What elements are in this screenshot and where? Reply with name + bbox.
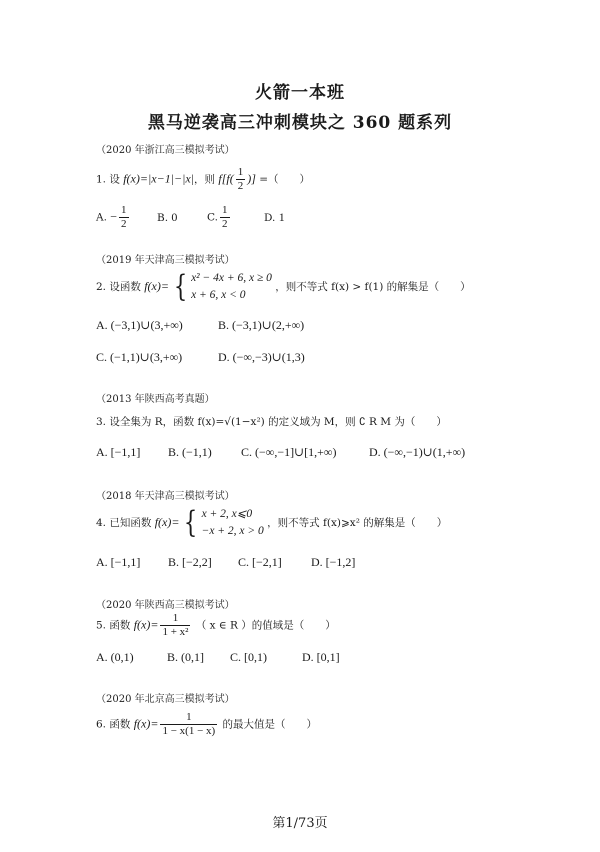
question-2-prefix: 设函数 [109,281,141,293]
question-5-function: f(x)= [133,617,159,632]
option-label: C. [207,211,218,224]
option-value: (−3,1)∪(3,+∞) [110,318,183,332]
option-label: C. [230,650,242,664]
option-label: A. [96,555,108,569]
question-3-option-c [241,445,336,460]
left-brace-icon: { [184,505,198,540]
question-6-suffix: 的最大值是（ ） [222,718,318,731]
option-label: B. [167,650,179,664]
question-2-option-b [218,318,304,333]
title-line-2: 黑马逆袭高三冲刺模块之 360 题系列 [147,113,453,133]
question-4-option-a [96,555,140,570]
question-2-suffix: ，则不等式 f(x) > f(1) 的解集是（ ） [275,281,471,293]
question-3-body: 设全集为 R，函数 f(x)=√(1−x²) 的定义域为 M，则 ∁ R M 为（ ） [109,416,447,428]
question-5-option-a [96,650,134,665]
fraction-denominator: 2 [237,180,244,192]
option-value: (0,1) [110,650,134,664]
question-6-source: （2020 年北京高三模拟考试） [96,694,235,705]
question-1-middle: ，则 [194,173,216,186]
question-1-number: 1. [96,173,107,186]
option-label: B. [218,318,230,332]
question-6-number: 6. [96,718,107,731]
question-2-source: （2019 年天津高三模拟考试） [96,255,235,266]
case-2: −x + 2, x > 0 [201,525,264,537]
question-4-prefix: 已知函数 [109,517,152,529]
case-1: x + 2, x⩽0 [201,508,253,520]
question-5-option-c [230,650,267,665]
option-value: (−1,1)∪(3,+∞) [110,350,183,364]
question-5-fraction [160,612,190,639]
option-label: B. [168,555,180,569]
fraction-numerator: 1 [222,204,228,216]
title-line-1: 火箭一本班 [255,83,345,103]
question-1-option-a [96,204,131,231]
option-value: [0,1) [244,650,268,664]
question-4-text [96,506,447,540]
question-1-fraction [236,166,246,193]
case-1: x² − 4x + 6, x ≥ 0 [191,272,272,284]
question-1-option-c [207,204,232,231]
question-5-number: 5. [96,619,107,632]
question-1-text [96,166,310,193]
question-5-option-b [167,650,204,665]
option-label: A. [96,445,108,459]
fraction-denominator: 1 − x(1 − x) [162,725,216,737]
question-5-prefix: 函数 [109,619,131,632]
option-value: [−1,1] [110,555,141,569]
option-value: (−∞,−1)∪(1,+∞) [383,445,466,459]
question-3-source: （2013 年陕西高考真题） [96,394,215,405]
question-3-option-d [369,445,465,460]
question-1-function: f(x)=|x−1|−|x| [123,171,195,186]
option-label: C. [96,350,108,364]
question-3-text [96,414,447,429]
fraction-numerator: 1 [160,612,190,626]
question-4-number: 4. [96,517,107,529]
question-2-number: 2. [96,281,107,293]
option-label: D. [218,350,230,364]
option-label: C. [241,445,253,459]
fraction-denominator: 2 [121,218,127,230]
fraction-denominator: 2 [222,218,228,230]
question-4-suffix: ，则不等式 f(x)⩾x² 的解集是（ ） [267,517,448,529]
option-value: (−3,1)∪(2,+∞) [232,318,305,332]
option-value: 0 [171,210,178,224]
question-2-function: f(x)= [144,279,169,293]
option-sign: − [110,209,118,224]
option-value: [−1,2] [325,555,356,569]
question-1-source: （2020 年浙江高三模拟考试） [96,145,235,156]
question-4-cases [202,506,264,540]
option-label: D. [302,650,314,664]
question-6-prefix: 函数 [109,718,131,731]
fraction-denominator: 1 + x² [162,626,189,638]
option-value: [−2,2] [182,555,212,569]
question-1-option-b [157,210,177,225]
left-brace-icon: { [173,269,188,304]
question-2-cases [191,270,272,304]
question-1-prefix: 设 [109,173,120,186]
question-2-text [96,270,471,304]
page-footer: 第1/73页 [272,816,328,831]
option-label: D. [311,555,323,569]
question-5-source: （2020 年陕西高三模拟考试） [96,600,235,611]
question-3-option-a [96,445,140,460]
question-1-option-d [264,210,285,225]
question-4-option-c [238,555,282,570]
option-label: D. [369,445,381,459]
fraction-numerator: 1 [237,166,244,178]
option-label: B. [157,212,169,224]
question-1-expr-pre: f[f( [218,171,234,186]
question-2-option-c [96,350,182,365]
question-6-fraction [160,711,217,738]
question-5-suffix: （ x ∈ R ）的值域是（ ） [195,619,336,632]
option-value: [−1,1] [110,445,141,459]
fraction-numerator: 1 [160,711,217,725]
case-2: x + 6, x < 0 [191,289,246,301]
option-value: (−∞,−3)∪(1,3) [232,350,305,364]
fraction-numerator: 1 [121,204,127,216]
option-label: A. [96,318,108,332]
question-1-expr-post: )] [247,171,256,186]
option-label: B. [168,445,180,459]
question-3-option-b [168,445,212,460]
question-1-suffix: =（ ） [259,173,311,186]
question-4-option-d [311,555,355,570]
option-value: (0,1] [181,650,205,664]
option-label: A. [96,650,108,664]
question-2-option-a [96,318,183,333]
option-value: (−1,1) [182,445,212,459]
question-3-number: 3. [96,416,107,428]
question-4-option-b [168,555,212,570]
option-value: [−2,1] [252,555,282,569]
option-value: 1 [278,210,285,224]
question-4-source: （2018 年天津高三模拟考试） [96,491,235,502]
question-5-text [96,612,336,639]
option-label: D. [264,212,276,224]
option-a-fraction [119,204,129,231]
option-value: (−∞,−1]∪[1,+∞) [255,445,337,459]
option-value: [0,1] [316,650,340,664]
question-5-option-d [302,650,340,665]
question-6-text [96,711,317,738]
question-2-option-d [218,350,305,365]
question-4-function: f(x)= [154,515,180,529]
question-6-function: f(x)= [133,716,159,731]
option-label: A. [96,211,107,224]
option-c-fraction [220,204,230,231]
option-label: C. [238,555,250,569]
